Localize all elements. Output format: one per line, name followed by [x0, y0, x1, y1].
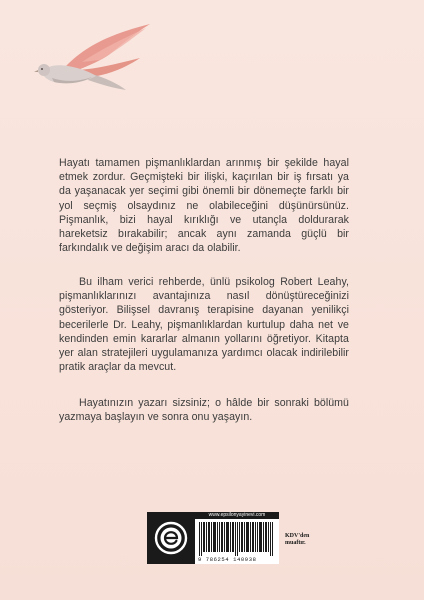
publisher-logo	[147, 512, 195, 564]
tax-note-line-2: muaftır.	[285, 540, 306, 546]
bird-icon	[22, 20, 154, 94]
epsilon-logo-icon	[154, 521, 188, 555]
description-paragraph-1: Hayatı tamamen pişmanlıklardan arınmış bir şekilde hayal etmek zordur. Geçmişteki bir ilişki, kaçırılan bir iş fırsatı ya da yaşanacak yer seçimi gibi önemli bir dönemeçte farklı bir yol seçmiş olsaydınız ne olabileceğini düşünürsünüz. Pişmanlık, bizi hayal kırıklığı ve utançla doldurarak hareketsiz bırakabilir; ancak aynı zamanda güçlü bir farkındalık ve değişim aracı da olabilir.	[59, 157, 349, 255]
description-paragraph-3: Hayatınızın yazarı sizsiniz; o hâlde bir sonraki bölümü yazmaya başlayın ve sonra onu yaşayın.	[59, 397, 349, 424]
barcode-area	[195, 512, 279, 564]
description-paragraph-2: Bu ilham verici rehberde, ünlü psikolog Robert Leahy, pişmanlıklarınızı avantajınıza nasıl dönüştüreceğinizi gösteriyor. Bilişsel davranış terapisine dayanan yenilikçi becerilerle Dr. Leahy, pişmanlıklardan kurtulup daha net ve kendinden emin kararlar almanın yollarını öğretiyor. Kitapta yer alan stratejileri uygulamanıza yardımcı olacak indirilebilir pratik araçlar da mevcut.	[59, 276, 349, 374]
isbn-number: 9 786254 140938	[198, 556, 257, 563]
tax-note-line-1: KDV'den	[285, 533, 310, 539]
barcode-box	[147, 512, 279, 564]
tax-exempt-note	[285, 533, 309, 547]
publisher-website: www.epsilonyayinevi.com	[195, 512, 279, 519]
barcode-bars	[198, 522, 276, 556]
